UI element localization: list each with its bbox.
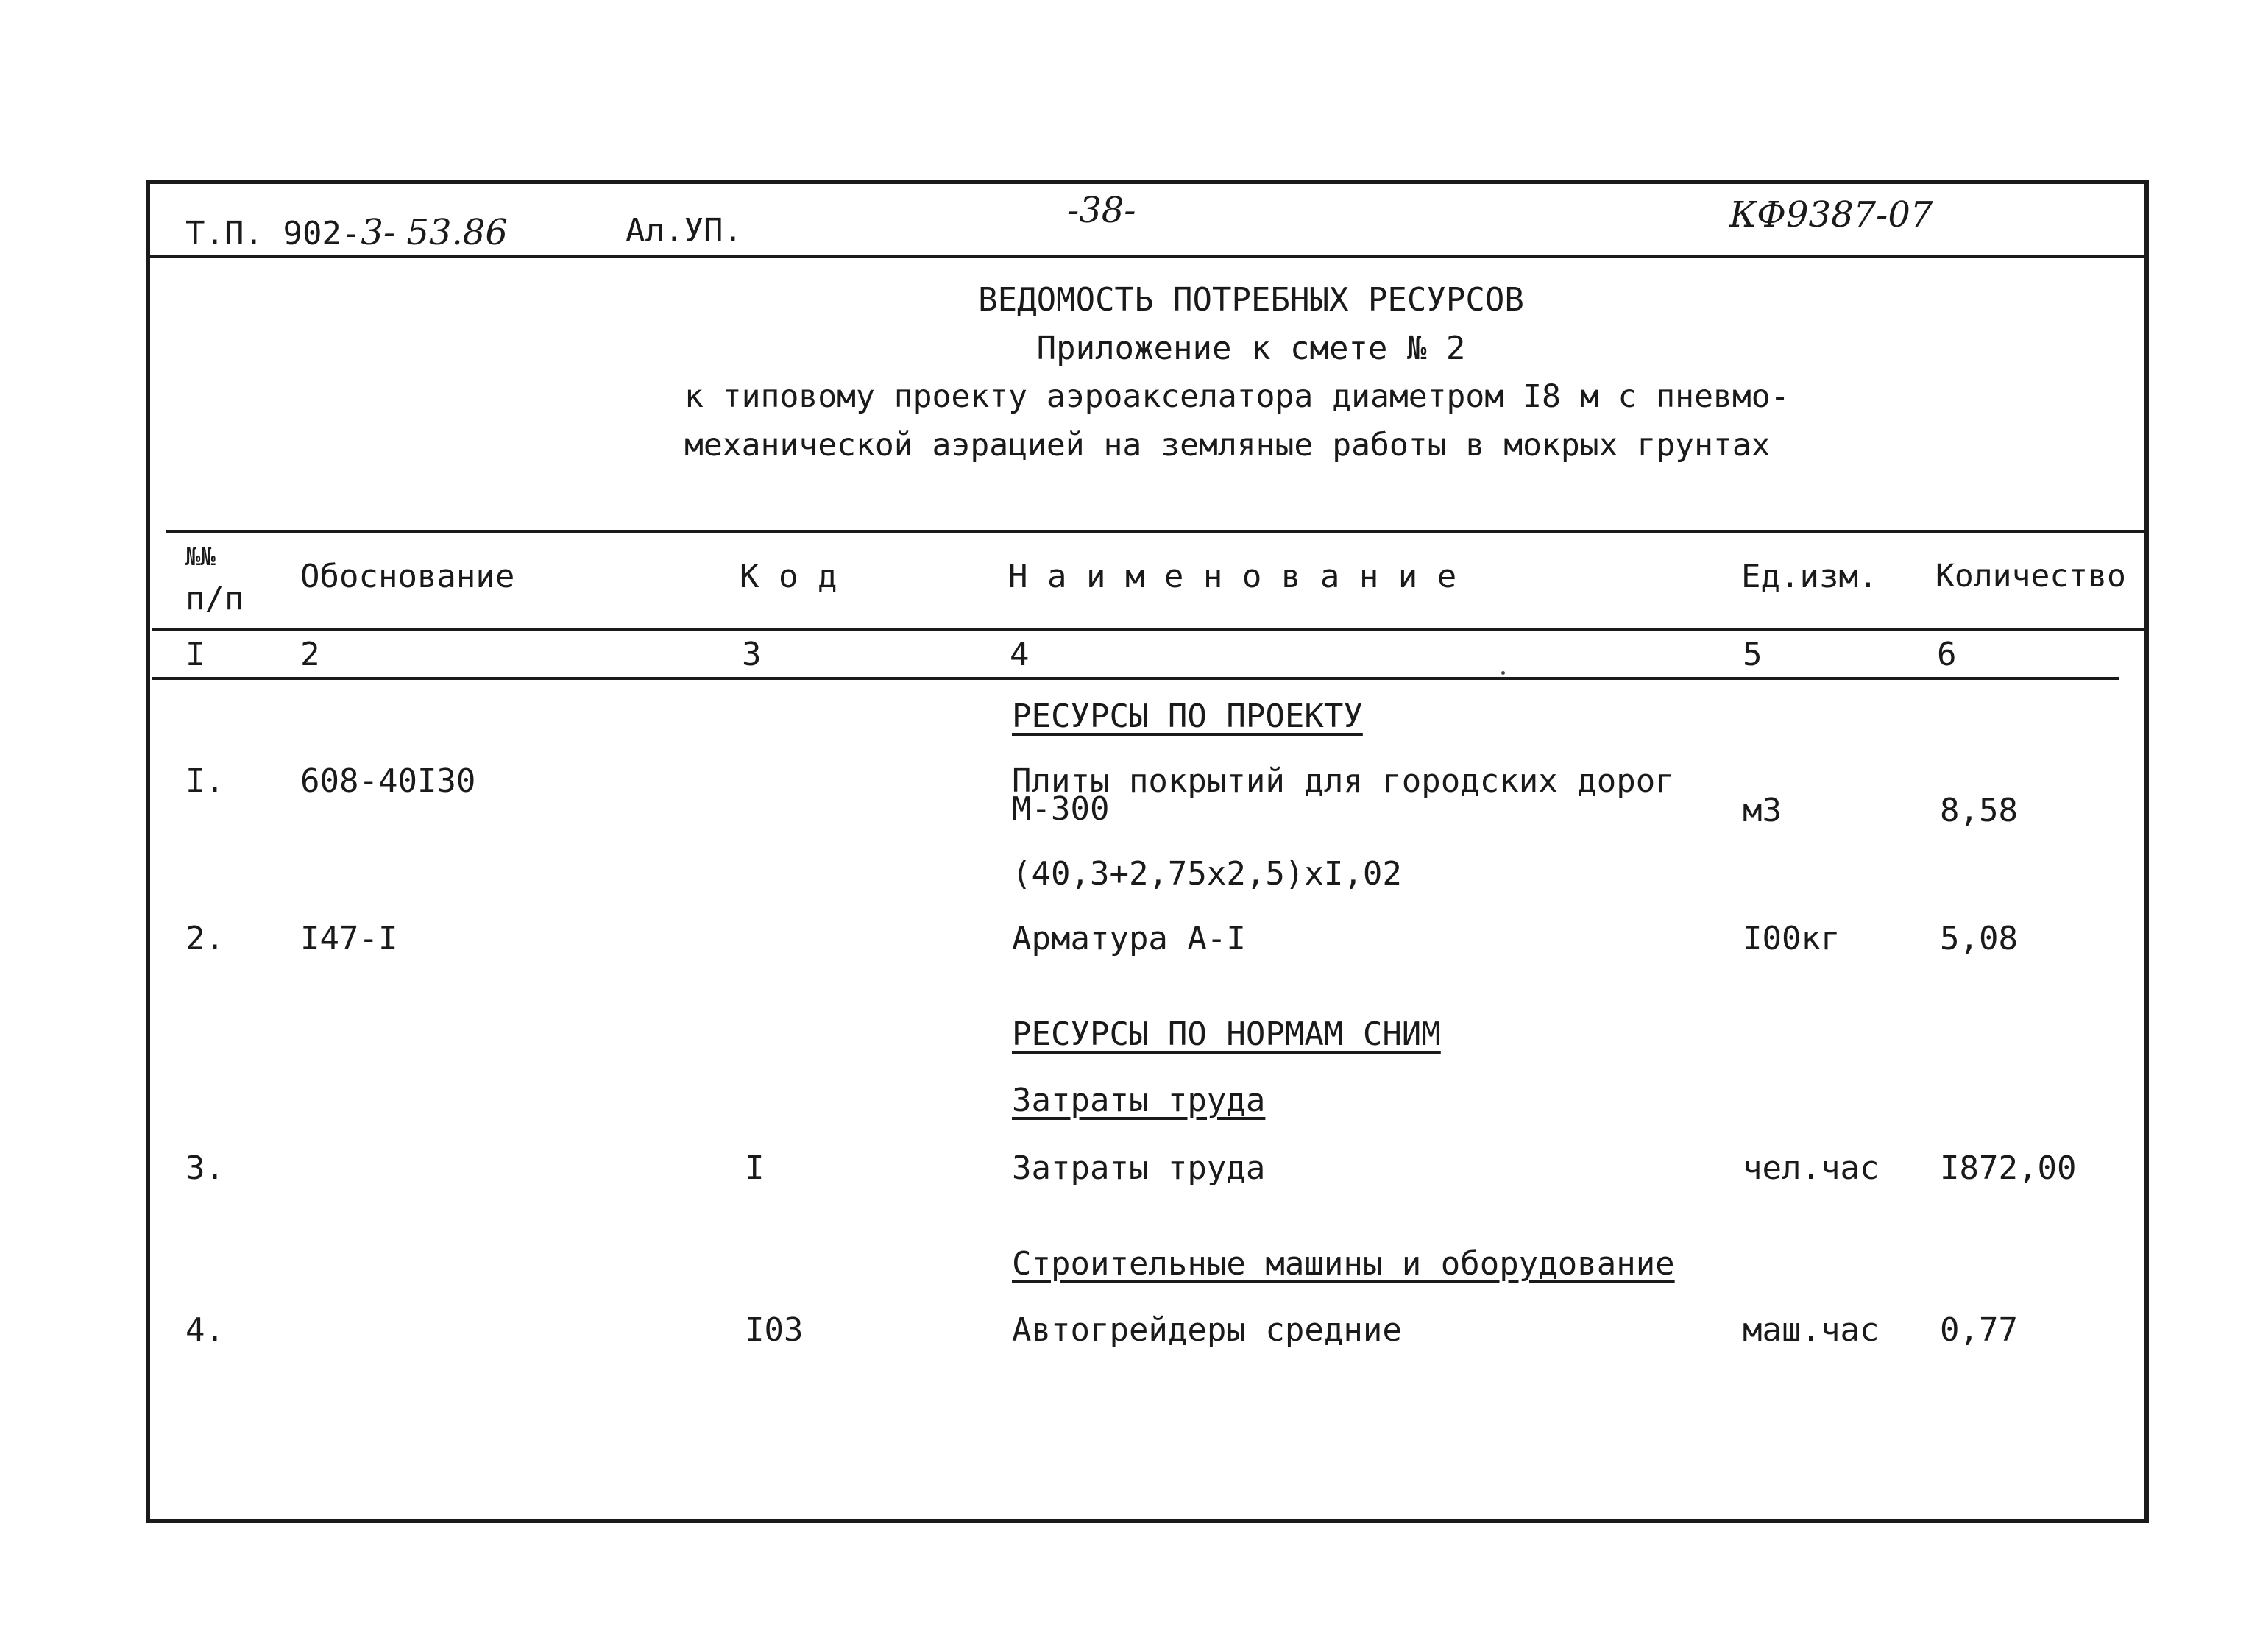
header-name: Н а и м е н о в а н и е [1008,558,1457,595]
section-labor-costs: Затраты труда [1012,1082,1266,1119]
row-basis: I47-I [300,920,398,957]
col-number-1: I [185,636,205,673]
row-number: I. [185,762,224,800]
title-line-2: Приложение к смете № 2 [1036,330,1466,367]
header-unit: Ед.изм. [1741,558,1878,595]
row-name: Арматура А-I [1012,920,1246,957]
row-name: Автогрейдеры средние [1012,1311,1402,1349]
col-number-2: 2 [300,636,320,673]
header-basis: Обоснование [300,558,515,595]
col-number-3: 3 [742,636,762,673]
album-number: Ал.УП. [626,212,743,249]
row-quantity: 0,77 [1940,1311,2018,1349]
row-name: Затраты труда [1012,1149,1266,1187]
row-name-continued: М-300 [1012,790,1110,828]
table-top-rule [166,530,2149,533]
table-colnum-rule [152,677,2119,680]
col-number-4: 4 [1010,636,1030,673]
row-quantity: I872,00 [1940,1149,2077,1187]
title-line-1: ВЕДОМОСТЬ ПОТРЕБНЫХ РЕСУРСОВ [978,281,1524,319]
header-quantity: Количество [1935,558,2126,595]
header-divider [146,255,2149,258]
table-header-rule [152,628,2149,631]
section-project-resources: РЕСУРСЫ ПО ПРОЕКТУ [1012,698,1363,735]
title-line-3: к типовому проекту аэроакселатора диаметром I8 м с пневмо- [684,378,1790,415]
row-unit: м3 [1743,792,1782,829]
section-machines-equipment: Строительные машины и оборудование [1012,1245,1675,1283]
row-code: I [745,1149,765,1187]
row-number: 3. [185,1149,224,1187]
section-norm-resources: РЕСУРСЫ ПО НОРМАМ СНИМ [1012,1015,1441,1053]
row-number: 2. [185,920,224,957]
doc-code-handwritten: 3- 53.86 [361,212,508,253]
row-number: 4. [185,1311,224,1349]
row-formula: (40,3+2,75x2,5)xI,02 [1012,855,1402,893]
row-quantity: 8,58 [1940,792,2018,829]
doc-code-prefix: Т.П. 902- [185,215,361,252]
title-line-4: механической аэрацией на земляные работы в мокрых грунтах [684,427,1771,464]
page-number: -38- [1067,190,1136,231]
row-basis: 608-40I30 [300,762,476,800]
header-num-line1: №№ [185,542,216,572]
document-stamp-number: КФ9387-07 [1729,194,1933,235]
row-quantity: 5,08 [1940,920,2018,957]
doc-code [185,212,508,253]
row-code: I03 [745,1311,804,1349]
row-unit: I00кг [1743,920,1841,957]
row-name: Плиты покрытий для городских дорог [1012,762,1675,800]
row-unit: чел.час [1743,1149,1880,1187]
col-number-5: 5 [1743,636,1763,673]
row-unit: маш.час [1743,1311,1880,1349]
header-num-line2: п/п [185,580,244,617]
stray-dot [1501,671,1505,675]
col-number-6: 6 [1937,636,1957,673]
header-code: К о д [740,558,837,595]
